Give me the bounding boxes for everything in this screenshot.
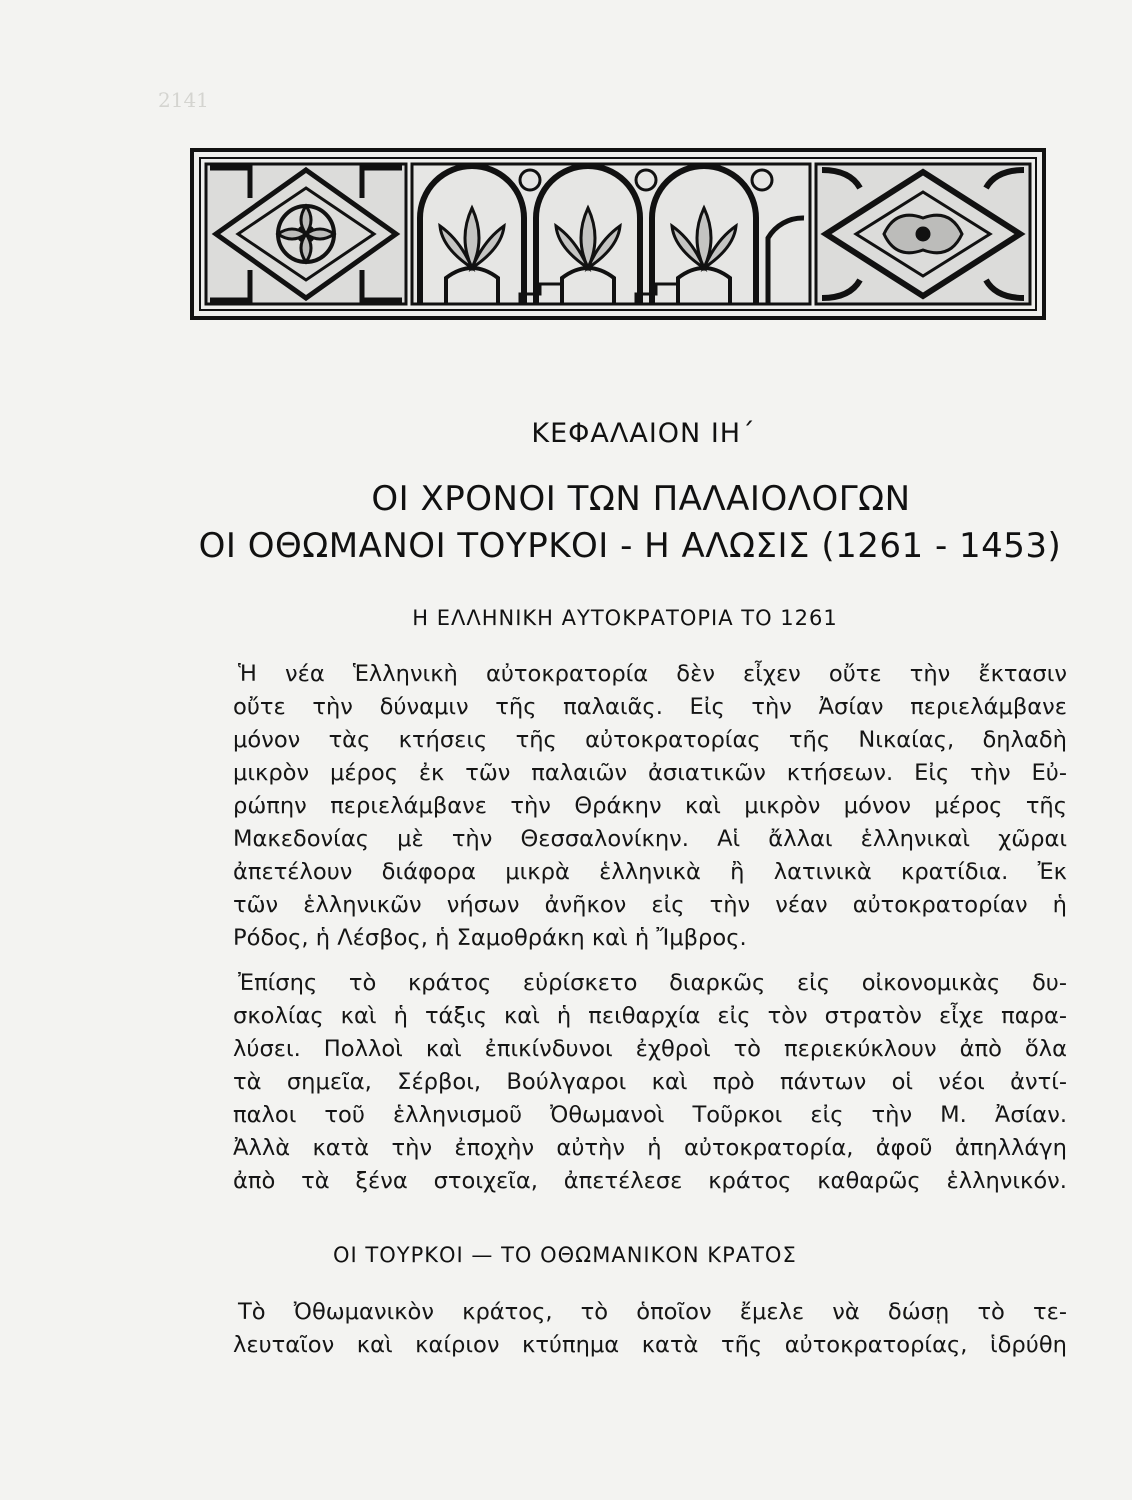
section-heading-empire-1261: Η ΕΛΛΗΝΙΚΗ ΑΥΤΟΚΡΑΤΟΡΙΑ ΤΟ 1261 (412, 606, 838, 630)
right-knot-panel (816, 164, 1030, 304)
text-line: παλοι τοῦ ἑλληνισμοῦ Ὀθωμανοὶ Τοῦρκοι εἰς τὴν Μ. Ἀσίαν. (233, 1102, 1067, 1128)
paragraph-2 (233, 967, 1067, 1198)
text-line: Τὸ Ὀθωμανικὸν κράτος, τὸ ὁποῖον ἔμελε νὰ δώσῃ τὸ τε- (238, 1299, 1067, 1325)
paragraph-1 (233, 658, 1067, 955)
text-line: ἀπετέλουν διάφορα μικρὰ ἑλληνικὰ ἢ λατινικὰ κρατίδια. Ἐκ (233, 859, 1067, 885)
text-line: Ἡ νέα Ἑλληνικὴ αὐτοκρατορία δὲν εἶχεν οὔτε τὴν ἔκτασιν (238, 661, 1067, 687)
text-line: Ἀλλὰ κατὰ τὴν ἐποχὴν αὐτὴν ἡ αὐτοκρατορία, ἀφοῦ ἀπηλλάγη (233, 1135, 1067, 1161)
text-line: οὔτε τὴν δύναμιν τῆς παλαιᾶς. Εἰς τὴν Ἀσίαν περιελάμβανε (233, 694, 1067, 720)
chapter-label: ΚΕΦΑΛΑΙΟΝ ΙΗ΄ (531, 418, 756, 449)
text-line: λευταῖον καὶ καίριον κτύπημα κατὰ τῆς αὐτοκρατορίας, ἱδρύθη (233, 1332, 1067, 1358)
text-line: Ρόδος, ἡ Λέσβος, ἡ Σαμοθράκη καὶ ἡ Ἴμβρος. (233, 925, 747, 951)
byzantine-ornamental-headpiece (190, 148, 1046, 320)
text-line: τὰ σημεῖα, Σέρβοι, Βούλγαροι καὶ πρὸ πάντων οἱ νέοι ἀντί- (233, 1069, 1067, 1095)
text-line: Μακεδονίας μὲ τὴν Θεσσαλονίκην. Αἱ ἄλλαι ἑλληνικαὶ χῶραι (233, 826, 1067, 852)
text-line: μικρὸν μέρος ἐκ τῶν παλαιῶν ἀσιατικῶν κτήσεων. Εἰς τὴν Εὐ- (233, 760, 1067, 786)
chapter-title-line-1: ΟΙ ΧΡΟΝΟΙ ΤΩΝ ΠΑΛΑΙΟΛΟΓΩΝ (371, 479, 911, 519)
section-heading-turks-ottoman-state: ΟΙ ΤΟΥΡΚΟΙ — ΤΟ ΟΘΩΜΑΝΙΚΟΝ ΚΡΑΤΟΣ (333, 1243, 797, 1267)
left-knot-panel (206, 164, 406, 304)
text-line: ρώπην περιελάμβανε τὴν Θράκην καὶ μικρὸν μόνον μέρος τῆς (233, 793, 1067, 819)
text-line: Ἐπίσης τὸ κράτος εὑρίσκετο διαρκῶς εἰς οἰκονομικὰς δυ- (238, 970, 1067, 996)
paragraph-3 (233, 1296, 1067, 1362)
text-line: μόνον τὰς κτήσεις τῆς αὐτοκρατορίας τῆς Νικαίας, δηλαδὴ (233, 727, 1067, 753)
arcade-panels (412, 164, 810, 304)
text-line: τῶν ἑλληνικῶν νήσων ἀνῆκον εἰς τὴν νέαν αὐτοκρατορίαν ἡ (233, 892, 1067, 918)
chapter-title-line-2: ΟΙ ΟΘΩΜΑΝΟΙ ΤΟΥΡΚΟΙ - Η ΑΛΩΣΙΣ (1261 - 1453) (198, 526, 1062, 566)
page-number: 2141 (158, 88, 209, 112)
text-line: σκολίας καὶ ἡ τάξις καὶ ἡ πειθαρχία εἰς τὸν στρατὸν εἶχε παρα- (233, 1003, 1067, 1029)
text-line: λύσει. Πολλοὶ καὶ ἐπικίνδυνοι ἐχθροὶ τὸ περιεκύκλουν ἀπὸ ὅλα (233, 1036, 1067, 1062)
text-line: ἀπὸ τὰ ξένα στοιχεῖα, ἀπετέλεσε κράτος καθαρῶς ἑλληνικόν. (233, 1168, 1067, 1194)
